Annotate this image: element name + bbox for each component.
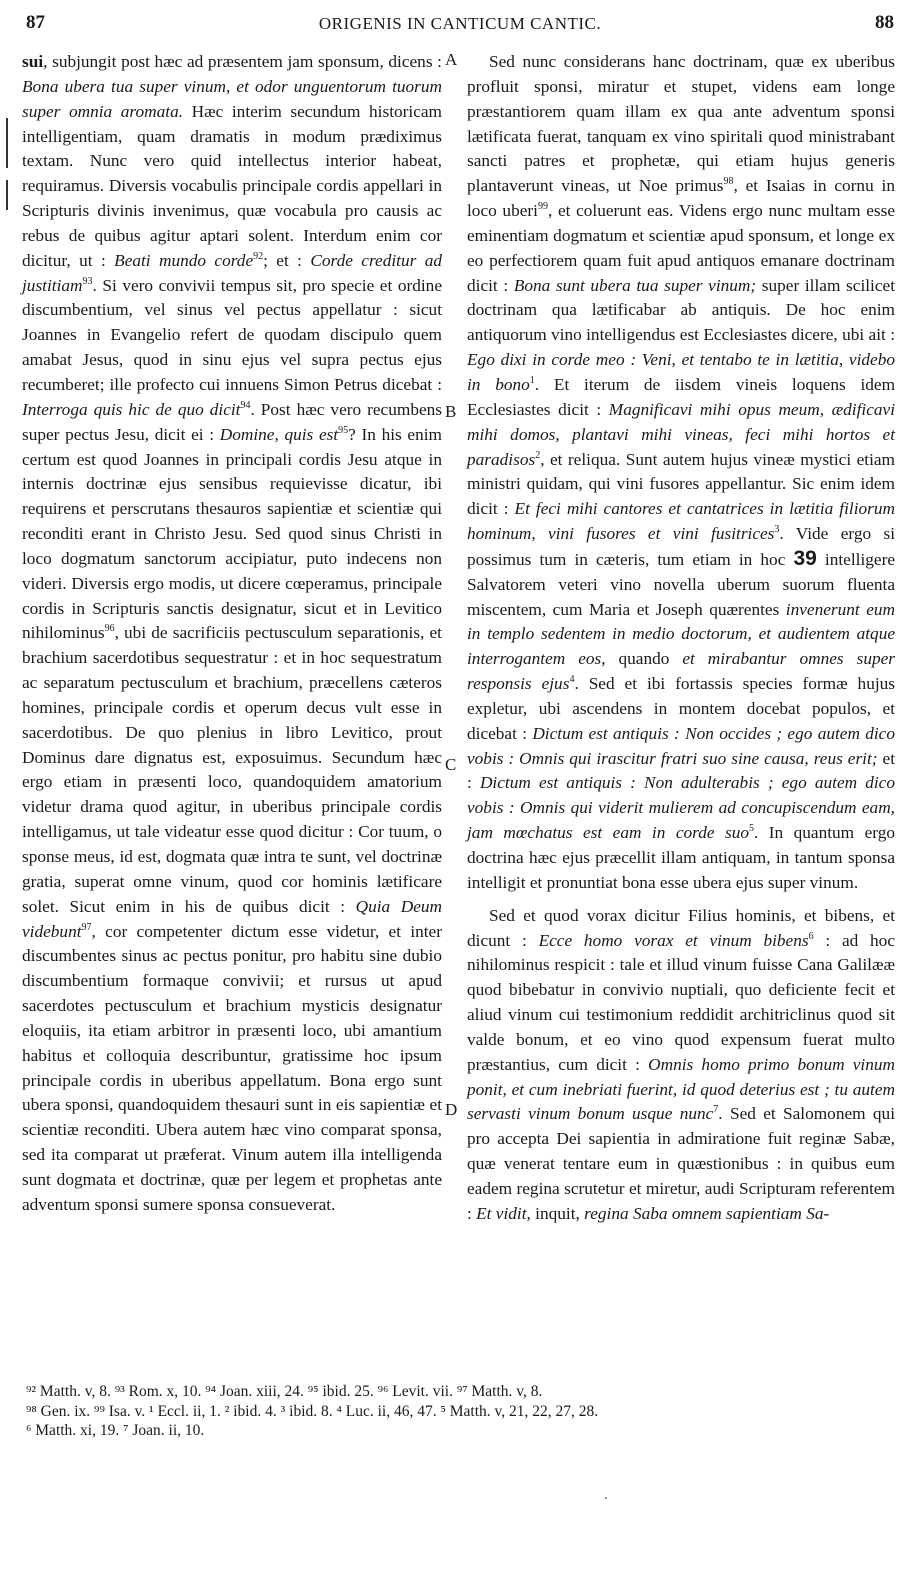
text-span: , cor competenter dictum esse videtur, et inter discumbentes sinus ac pectus ponitur, pro habitu sine dubio discumbentium formaque convivii; et rursus ut apud sacerdotes pectusculum et brachium mysticis designatur eloquiis, ita etiam arbitror in præsenti loco, ubi amantium habitus et colloquia describuntur, gratissime hoc ipsum principale cordis in uberibus appellatum. Bona ergo sunt ubera sponsi, quandoquidem thesauri sunt in eis sapientiæ et scientiæ reconditi. Ubera autem hæc vino comparat sponsa, sed ita comparat ut præferat. Vinum autem illa intelligenda sunt dogmata et doctrinæ, quæ per legem et prophetas ante adventum sponsi sumere sponsa consueverat. (22, 921, 442, 1214)
footnotes (26, 1382, 898, 1441)
page-number-right: 88 (875, 12, 894, 33)
footnote-line: ⁹⁸ Gen. ix. ⁹⁹ Isa. v. ¹ Eccl. ii, 1. ² ibid. 4. ³ ibid. 8. ⁴ Luc. ii, 46, 47. ⁵ Matth. v, 21, 22, 27, 28. (26, 1402, 599, 1420)
page-header (26, 12, 894, 42)
footnote-ref: 98 (723, 176, 734, 188)
text-span: : ad hoc nihilominus respicit : tale et illud vinum fuisse Cana Galilææ quod bibebatur in convivio nuptiali, quo deficiente fecit et aliud vinum cui testimonium reddidit architriclinus quod sit valde bonum, et eo vino quod expensum fuerat multo præstantius, cum dicit : (467, 930, 895, 1074)
text-span: , et coluerunt eas. Videns ergo nunc multam esse eminentiam dogmatum et scientiæ apud sponsum, et longe ex eo perfectiorem quam fuit apud antiquos emanare doctrinam dicit : (467, 201, 895, 295)
quotation: regina Saba omnem sapientiam Sa- (584, 1203, 830, 1223)
quotation: Ego dixi in corde meo : Veni, et tentabo te in lætitia, videbo in bono (467, 350, 895, 394)
text-span: . Et iterum de iisdem vineis loquens idem Ecclesiastes dicit : (467, 374, 896, 419)
footnote-ref: 96 (104, 623, 115, 635)
text-span: quando (605, 649, 683, 669)
quotation: Beati mundo corde (114, 250, 254, 270)
text-span: et : (467, 748, 895, 793)
margin-bracket (6, 118, 8, 168)
running-title: ORIGENIS IN CANTICUM CANTIC. (318, 14, 602, 33)
margin-bracket (6, 180, 8, 210)
text-span: . Si vero convivii tempus sit, pro specie et ordine discumbentium, vel sinus vel pectus appellatur : sicut Joannes in Evangelio refert de quodam discipulo quem amabat Jesus, quod in sinu ejus vel supra pectus ejus recumberet; ille profecto cui innuens Simon Petrus dicebat : (22, 275, 442, 394)
text-span: , subjungit post hæc ad præsentem jam sponsum, dicens : (43, 52, 442, 71)
text-span: . In quantum ergo doctrina hæc ejus præcellit illam antiquam, in tantum sponsa intelligit et pronuntiat bona esse ubera ejus super vinum. (467, 823, 895, 892)
left-paragraph (22, 50, 442, 1218)
text-span: , et Isaias in cornu in loco uberi (467, 176, 895, 221)
footnote-ref: 97 (81, 921, 92, 933)
margin-marker-d: D (445, 1100, 458, 1119)
margin-marker-a: A (445, 50, 458, 69)
footnote-ref: 6 (808, 930, 814, 942)
text-span: . Sed et ibi fortassis species formæ hujus expletur, ubi ascendens in montem docebat populos, et dicebat : (467, 674, 895, 743)
quotation: Et vidit, (476, 1203, 531, 1223)
quotation: Domine, quis est (219, 424, 339, 444)
quotation: Ecce homo vorax et vinum bibens (538, 930, 809, 950)
text-span: sui (22, 52, 44, 71)
text-span: inquit, (530, 1203, 585, 1223)
text-span: ? In his enim certum est quod Joannes in principali cordis Jesu atque in internis doctrinæ ejus sensibus requievisse dicatur, ibi requirens et perscrutans thesauros sapientiæ et scientiæ qui reconditi erant in Christo Jesu. Sed quod sinus Christi in loco dogmatum sanctorum accipiatur, puto indecens non videri. Diversis ergo modis, ut dicere cœperamus, principale cordis in Scripturis sanctis designatur, sicut et in Levitico nihilominus (22, 424, 442, 643)
footnote-ref: 95 (338, 424, 349, 436)
footnote-ref: 7 (713, 1104, 719, 1116)
text-span: ; et : (263, 250, 311, 270)
text-span: . Sed et Salomonem qui pro accepta Dei sapientia in admiratione fuit reginæ Sabæ, quæ venerat tentare eum in quæstionibus : in quibus eum eadem regina scrutetur et miretur, audi Scripturam referentem : (467, 1104, 895, 1223)
page-number-left: 87 (26, 12, 45, 33)
text-span: Sed nunc considerans hanc doctrinam, quæ ex uberibus profluit sponsi, miratur et stupet, videns eam longe præstantiorem quam illam ex qua ante adventum sponsi lætificata fuerat, tanquam ex vino spiritali quod ministrabant sancti patres et prophetæ, qui etiam hujus generis plantaverunt vineas, ut Noe primus (467, 52, 895, 196)
footnote-ref: 94 (240, 400, 251, 412)
footnote-ref: 4 (569, 674, 575, 686)
footnote-ref: 99 (537, 201, 548, 213)
original-page-number: 39 (793, 546, 817, 570)
footnote-line: ⁶ Matth. xi, 19. ⁷ Joan. ii, 10. (26, 1422, 205, 1439)
quotation: Et feci mihi cantores et cantatrices in lætitia filiorum hominum, vini fusores et vini fusitrices (467, 499, 895, 544)
text-span: , et reliqua. Sunt autem hujus vineæ mystici etiam ministri quidam, qui vini fusores appellantur. Sic enim idem dicit : (467, 449, 895, 519)
left-column (22, 50, 442, 1218)
margin-marker-c: C (445, 755, 457, 774)
quotation: Bona sunt ubera tua super vinum; (513, 275, 757, 295)
footnote-ref: 92 (253, 250, 264, 262)
text-span: super illam scilicet doctrinam qua lætificabar ab antiquis. De hoc enim antiquorum vino intelligendus est Ecclesiastes dicere, ubi ait : (467, 275, 895, 345)
right-paragraph (467, 50, 895, 896)
text-span: Hæc interim secundum historicam intelligentiam, quam dramatis in modum prædiximus textam. Nunc vero quid intellectus interior habeat, requiramus. Diversis vocabulis principale cordis appellari in Scripturis divinis invenimus, quæ vocabula pro causis ac rebus de quibus agitur aptari solent. Interdum enim cor dicitur, ut : (22, 101, 442, 270)
right-paragraph (467, 904, 895, 1227)
speck (605, 1497, 607, 1499)
footnote-ref: 93 (82, 275, 93, 287)
text-span: Sed et quod vorax dicitur Filius hominis, et bibens, et dicunt : (467, 905, 895, 950)
footnote-ref: 5 (749, 823, 754, 835)
quotation: Corde creditur ad justitiam (22, 250, 442, 295)
quotation: Omnis homo primo bonum vinum ponit, et cum inebriati fuerint, id quod deterius est ; tu autem servasti vinum bonum usque nunc (467, 1054, 895, 1124)
quotation: Interroga quis hic de quo dicit (22, 399, 241, 419)
footnote-ref: 1 (529, 375, 535, 387)
quotation: Dictum est antiquis : Non adulterabis ; ego autem dico vobis : Omnis qui viderit mulierem ad concupiscendum eam, jam mœchatus est eam in corde suo (467, 773, 895, 843)
margin-marker-b: B (445, 402, 457, 421)
text-span: . Vide ergo si possimus tum in cæteris, tum etiam in hoc (467, 524, 895, 569)
quotation: invenerunt eum in templo sedentem in medio doctorum, et audientem atque interrogantem eos, (467, 599, 895, 669)
quotation: Bona ubera tua super vinum, et odor unguentorum tuorum super omnia aromata. (22, 76, 442, 121)
quotation: Magnificavi mihi opus meum, ædificavi mihi domos, plantavi mihi vineas, feci mihi hortos et paradisos (467, 399, 895, 469)
text-span: , ubi de sacrificiis pectusculum separationis, et brachium sacerdotibus sequestratur : et in hoc sequestratum ac separatum pectusculum et brachium, præcellens cæteros homines, principale cordis et operum decus vult esse in sacerdotibus. De quo plenius in libro Levitico, prout Dominus dare dignatus est, exposuimus. Secundum hæc ergo etiam in præsenti loco, quandoquidem amatorium videtur drama quod agitur, in uberibus principale cordis intelligamus, ut tale videatur esse quod dicitur : Cor tuum, o sponse meus, id est, dogmata quæ intra te sunt, vel doctrinæ gratia, superat omne vinum, quod cor hominis lætificare solet. Sicut enim in his de quibus dicit : (22, 623, 442, 916)
quotation: Quia Deum videbunt (22, 896, 443, 941)
quotation: Dictum est antiquis : Non occides ; ego autem dico vobis : Omnis qui irascitur fratri suo sine causa, reus erit; (467, 723, 895, 768)
footnote-line: ⁹² Matth. v, 8. ⁹³ Rom. x, 10. ⁹⁴ Joan. xiii, 24. ⁹⁵ ibid. 25. ⁹⁶ Levit. vii. ⁹⁷ Matth. v, 8. (26, 1383, 543, 1400)
right-column (467, 50, 895, 1227)
text-span: . Post hæc vero recumbens super pectus Jesu, dicit ei : (22, 399, 442, 444)
footnote-ref: 2 (535, 449, 541, 461)
quotation: et mirabantur omnes super responsis ejus (467, 649, 896, 694)
footnote-ref: 3 (774, 524, 780, 536)
text-span: intelligere Salvatorem veteri vino novella uberum suorum fluenta miscentem, cum Maria et Joseph quærentes (467, 549, 895, 619)
